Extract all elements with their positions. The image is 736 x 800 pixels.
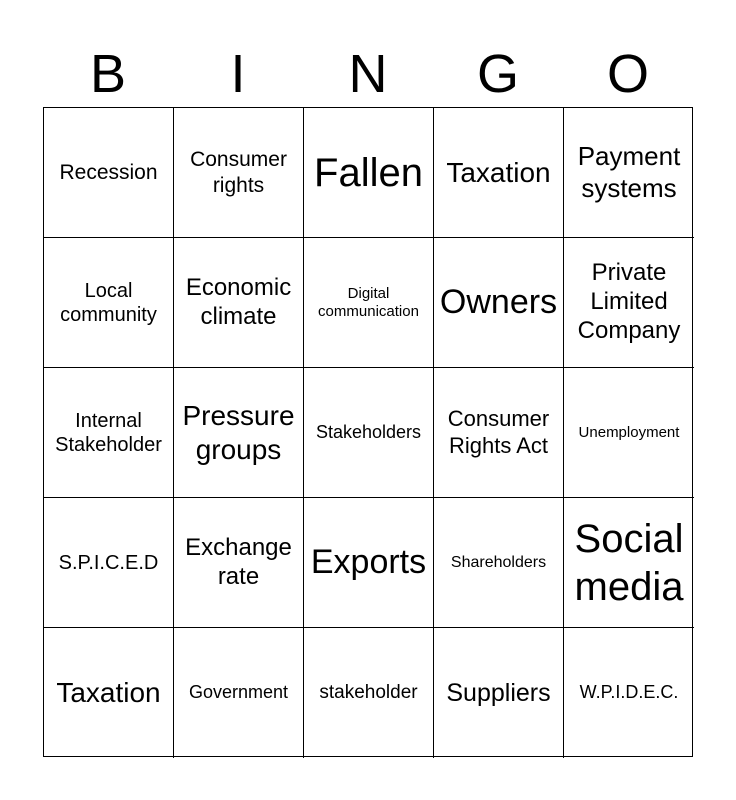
cell-label: Internal Stakeholder <box>55 409 162 456</box>
header-letter-n: N <box>348 44 388 104</box>
bingo-cell-r5c1[interactable] <box>44 628 174 758</box>
cell-label: Taxation <box>446 156 551 188</box>
bingo-cell-r2c4[interactable] <box>434 238 564 368</box>
cell-label: Shareholders <box>450 553 547 571</box>
cell-label: Owners <box>439 283 558 322</box>
cell-label: Consumer rights <box>190 148 287 197</box>
cell-label: Digital communication <box>318 284 419 320</box>
bingo-cell-r1c4[interactable] <box>434 108 564 238</box>
cell-label: S.P.I.C.E.D <box>58 551 159 574</box>
bingo-cell-r1c5[interactable] <box>564 108 694 238</box>
bingo-cell-r4c3[interactable] <box>304 498 434 628</box>
bingo-cell-r3c1[interactable] <box>44 368 174 498</box>
header-letter-b: B <box>89 44 127 104</box>
cell-label: Unemployment <box>578 423 680 441</box>
bingo-cell-r3c3[interactable] <box>304 368 434 498</box>
cell-label: stakeholder <box>319 681 418 703</box>
cell-label: Local community <box>60 279 157 326</box>
cell-label: Consumer Rights Act <box>447 406 550 458</box>
bingo-cell-r4c5[interactable] <box>564 498 694 628</box>
bingo-board <box>43 107 693 757</box>
bingo-cell-r2c1[interactable] <box>44 238 174 368</box>
cell-label: Fallen <box>314 150 423 195</box>
bingo-cell-r4c1[interactable] <box>44 498 174 628</box>
bingo-cell-r2c2[interactable] <box>174 238 304 368</box>
header-letter-i: I <box>230 44 246 104</box>
cell-label: Private Limited Company <box>577 259 681 344</box>
bingo-cell-r3c5[interactable] <box>564 368 694 498</box>
bingo-cell-r5c5[interactable] <box>564 628 694 758</box>
cell-label: Government <box>188 682 289 703</box>
cell-label: Payment systems <box>577 141 681 203</box>
cell-label: Exchange rate <box>185 533 292 590</box>
cell-label: W.P.I.D.E.C. <box>579 682 679 703</box>
header-letter-g: G <box>476 44 519 104</box>
cell-label: Exports <box>310 543 427 582</box>
bingo-cell-r1c1[interactable] <box>44 108 174 238</box>
cell-label: Social media <box>574 516 684 609</box>
cell-label: Recession <box>59 160 158 184</box>
bingo-cell-r5c2[interactable] <box>174 628 304 758</box>
bingo-cell-r1c2[interactable] <box>174 108 304 238</box>
bingo-header <box>43 40 693 108</box>
bingo-cell-r3c4[interactable] <box>434 368 564 498</box>
cell-label: Economic climate <box>185 273 292 330</box>
bingo-cell-r4c4[interactable] <box>434 498 564 628</box>
bingo-cell-r3c2[interactable] <box>174 368 304 498</box>
bingo-cell-r5c3[interactable] <box>304 628 434 758</box>
header-letter-o: O <box>606 44 649 104</box>
cell-label: Taxation <box>56 677 161 709</box>
cell-label: Suppliers <box>446 679 551 707</box>
bingo-cell-r5c4[interactable] <box>434 628 564 758</box>
bingo-cell-r4c2[interactable] <box>174 498 304 628</box>
cell-label: Stakeholders <box>315 421 422 442</box>
bingo-cell-r2c5[interactable] <box>564 238 694 368</box>
bingo-cell-r1c3[interactable] <box>304 108 434 238</box>
bingo-cell-r2c3[interactable] <box>304 238 434 368</box>
cell-label: Pressure groups <box>182 399 295 465</box>
